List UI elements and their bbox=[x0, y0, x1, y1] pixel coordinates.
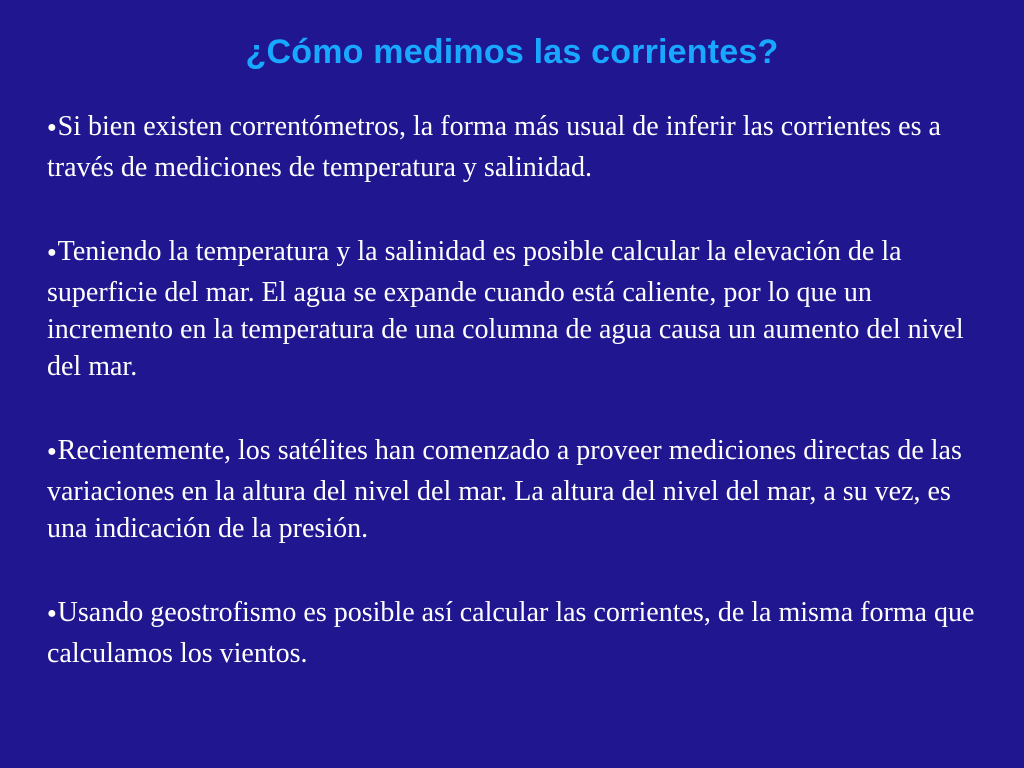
bullet-dot-icon: ● bbox=[47, 605, 57, 622]
bullet-text: Si bien existen correntómetros, la forma más usual de inferir las corrientes es a través de mediciones de temperatura y salinidad. bbox=[47, 111, 941, 183]
bullet-dot-icon: ● bbox=[47, 443, 57, 460]
bullet-item-1 bbox=[47, 108, 987, 186]
bullet-item-3 bbox=[47, 432, 987, 547]
bullet-text: Recientemente, los satélites han comenzado a proveer mediciones directas de las variaciones en la altura del nivel del mar. La altura del nivel del mar, a su vez, es una indicación de la presión. bbox=[47, 435, 962, 544]
bullet-item-2 bbox=[47, 233, 987, 385]
bullet-text: Usando geostrofismo es posible así calcular las corrientes, de la misma forma que calculamos los vientos. bbox=[47, 597, 975, 669]
bullet-dot-icon: ● bbox=[47, 119, 57, 136]
bullet-dot-icon: ● bbox=[47, 244, 57, 261]
bullet-list bbox=[47, 108, 987, 672]
slide-title: ¿Cómo medimos las corrientes? bbox=[245, 33, 779, 71]
bullet-item-4 bbox=[47, 594, 987, 672]
bullet-text: Teniendo la temperatura y la salinidad es posible calcular la elevación de la superficie del mar. El agua se expande cuando está caliente, por lo que un incremento en la temperatura de una columna de agua causa un aumento del nivel del mar. bbox=[47, 236, 964, 382]
